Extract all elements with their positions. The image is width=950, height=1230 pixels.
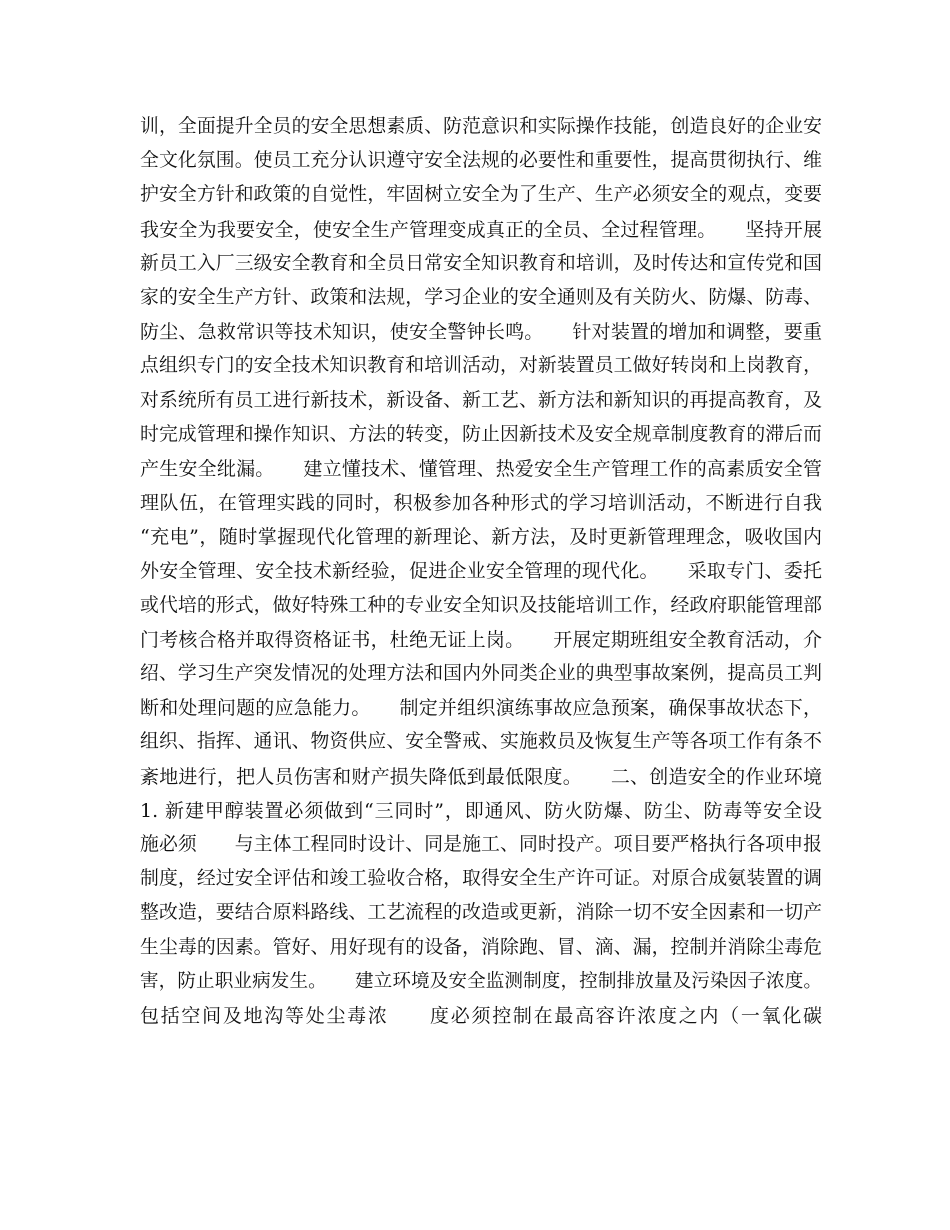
text-line: 门考核合格并取得资格证书，杜绝无证上岗。 开展定期班组安全教育活动，介 xyxy=(140,628,822,651)
text-line: 护安全方针和政策的自觉性，牢固树立安全为了生产、生产必须安全的观点，变要 xyxy=(140,184,822,206)
text-line: 产生安全纰漏。 建立懂技术、懂管理、热爱安全生产管理工作的高素质安全管 xyxy=(140,457,822,480)
text-line: 1. 新建甲醇装置必须做到“三同时”，即通风、防火防爆、防尘、防毒等安全设 xyxy=(140,799,822,822)
text-line: 紊地进行，把人员伤害和财产损失降低到最低限度。 二、创造安全的作业环境 xyxy=(140,765,822,788)
text-line: 时完成管理和操作知识、方法的转变，防止因新技术及安全规章制度教育的滞后而 xyxy=(140,423,822,445)
text-line: 整改造，要结合原料路线、工艺流程的改造或更新，消除一切不安全因素和一切产 xyxy=(140,902,822,924)
text-line: 断和处理问题的应急能力。 制定并组织演练事故应急预案，确保事故状态下， xyxy=(140,697,822,720)
text-line: 制度，经过安全评估和竣工验收合格，取得安全生产许可证。对原合成氨装置的调 xyxy=(140,868,822,890)
text-line: 家的安全生产方针、政策和法规，学习企业的安全通则及有关防火、防爆、防毒、 xyxy=(140,286,822,308)
text-line: 防尘、急救常识等技术知识，使安全警钟长鸣。 针对装置的增加和调整，要重 xyxy=(140,321,822,344)
text-line: 理队伍，在管理实践的同时，积极参加各种形式的学习培训活动，不断进行自我 xyxy=(140,492,822,515)
text-line: 点组织专门的安全技术知识教育和培训活动，对新装置员工做好转岗和上岗教育， xyxy=(140,355,822,377)
text-line: 绍、学习生产突发情况的处理方法和国内外同类企业的典型事故案例，提高员工判 xyxy=(140,663,822,684)
body-text xyxy=(140,110,822,1033)
text-line: 训，全面提升全员的安全思想素质、防范意识和实际操作技能，创造良好的企业安 xyxy=(140,116,822,137)
text-line: 外安全管理、安全技术新经验，促进企业安全管理的现代化。 采取专门、委托 xyxy=(140,560,822,583)
text-line: 对系统所有员工进行新技术，新设备、新工艺、新方法和新知识的再提高教育，及 xyxy=(140,389,822,411)
text-line: 包括空间及地沟等处尘毒浓 度必须控制在最高容许浓度之内（一氧化碳 xyxy=(140,1004,822,1027)
text-line: “充电”，随时掌握现代化管理的新理论、新方法，及时更新管理理念，吸收国内 xyxy=(140,526,822,549)
text-line: 生尘毒的因素。管好、用好现有的设备，消除跑、冒、滴、漏，控制并消除尘毒危 xyxy=(140,936,822,958)
text-line: 全文化氛围。使员工充分认识遵守安全法规的必要性和重要性，提高贯彻执行、维 xyxy=(140,150,822,172)
text-line: 害，防止职业病发生。 建立环境及安全监测制度，控制排放量及污染因子浓度。 xyxy=(140,970,822,992)
text-line: 或代培的形式，做好特殊工种的专业安全知识及技能培训工作，经政府职能管理部 xyxy=(140,594,822,616)
text-line: 施必须 与主体工程同时设计、同是施工、同时投产。项目要严格执行各项申报 xyxy=(140,833,822,855)
text-line: 组织、指挥、通讯、物资供应、安全警戒、实施救员及恢复生产等各项工作有条不 xyxy=(140,731,822,753)
text-line: 新员工入厂三级安全教育和全员日常安全知识教育和培训，及时传达和宣传党和国 xyxy=(140,252,822,274)
text-line: 我安全为我要安全，使安全生产管理变成真正的全员、全过程管理。 坚持开展 xyxy=(140,218,822,241)
